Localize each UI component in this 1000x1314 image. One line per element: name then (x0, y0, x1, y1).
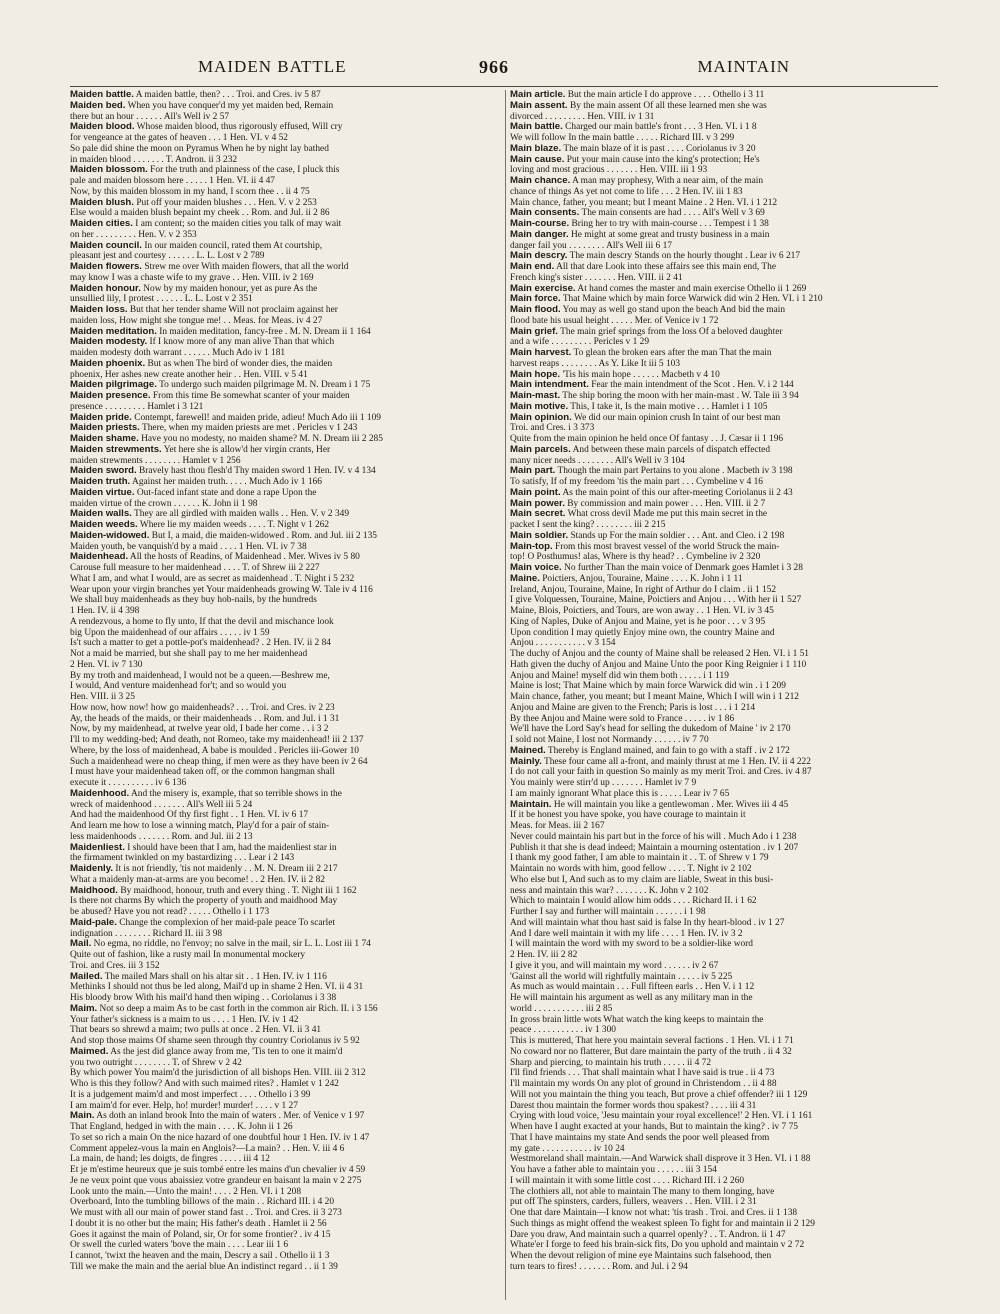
entry-line: Maiden youth, be vanquish'd by a maid . . . . 1 Hen. VI. iv 7 38 (70, 541, 307, 552)
headword: Main danger. (510, 228, 569, 240)
entry-line: Maiden council. In our maiden council, rated them At courtship, (70, 239, 323, 251)
entry-line: His bloody brow With his mail'd hand then wiping . . Coriolanus i 3 38 (70, 993, 337, 1003)
entry-line: Hen. VIII. ii 3 25 (70, 692, 135, 702)
entry-line: That bears so shrewd a maim; two pulls at once . 2 Hen. VI. ii 3 41 (70, 1025, 322, 1036)
headword: Maiden shame. (70, 433, 139, 444)
headword: Maiden-widowed. (70, 529, 150, 541)
headword: Maim. (70, 1002, 98, 1014)
entry-line: Not a maid be married, but she shall pay to me her maidenhead (70, 649, 308, 659)
entry-line: Main motive. This, I take it, Is the main motive . . . Hamlet i 1 105 (510, 400, 768, 412)
entry-line: A rendezvous, a home to fly unto, If that the devil and mischance look (70, 616, 334, 627)
headword: Maiden meditation. (70, 325, 157, 337)
entry-line: I sold not Maine, I lost not Normandy . . . . . . iv 7 70 (510, 735, 709, 745)
entry-line: Main-mast. The ship boring the moon with her main-mast . W. Tale iii 3 94 (510, 390, 799, 401)
entry-line: Main end. All that dare Look into these affairs see this main end, The (510, 261, 776, 272)
entry-line: Main flood. You may as well go stand upon the beach And bid the main (510, 304, 786, 315)
entry-line: You have a father able to maintain you . . . . . . iii 3 154 (510, 1165, 717, 1175)
headword: Main chance. (510, 175, 571, 186)
entry-line: I cannot, 'twixt the heaven and the main, Descry a sail . Othello ii 1 3 (70, 1251, 330, 1261)
entry-line: We must with all our main of power stand fast . . Troi. and Cres. ii 3 273 (70, 1208, 342, 1218)
entry-line: Et je m'estime heureux que je suis tombé entre les mains d'un chevalier iv 4 59 (70, 1165, 366, 1175)
headword: Mainly. (510, 755, 542, 767)
entry-line: Maidenhead. All the hosts of Readins, of Maidenhead . Mer. Wives iv 5 80 (70, 551, 360, 563)
headword: Mained. (510, 744, 546, 756)
entry-line: And learn me how to lose a winning match, Play'd for a pair of stain- (70, 821, 330, 831)
entry-line: Maiden blush. Put off your maiden blushes . . . Hen. V. v 2 253 (70, 196, 317, 208)
entry-line: You mainly were stirr'd up . . . . . . . Hamlet iv 7 9 (510, 778, 697, 788)
entry-line: peace . . . . . . . . . . . iv 1 300 (510, 1025, 616, 1036)
entry-line: unsullied lily, I protest . . . . . . L. L. Lost v 2 351 (70, 294, 253, 305)
entry-line: Main cause. Put your main cause into the king's protection; He's (510, 153, 760, 165)
entry-line: Troi. and Cres. iii 3 152 (70, 960, 160, 971)
entry-line: Maine is lost; That Maine which by main force Warwick did win . i 1 209 (510, 681, 786, 692)
headword: Maidenhead. (70, 551, 129, 563)
entry-line: Will not you maintain the thing you teach, But prove a chief offender? iii 1 129 (510, 1089, 808, 1100)
entry-line: Main grief. The main grief springs from the loss Of a beloved daughter (510, 325, 783, 337)
entry-line: Maiden honour. Now by my maiden honour, yet as pure As the (70, 282, 318, 294)
entry-line: Ireland, Anjou, Touraine, Maine, In right of Arthur do I claim . ii 1 152 (510, 584, 777, 595)
entry-line: Maiden virtue. Out-faced infant state and done a rape Upon the (70, 486, 317, 498)
entry-line: Main power. By commission and main power . . . Hen. VIII. ii 2 7 (510, 497, 766, 509)
entry-line: Maidenly. It is not friendly, 'tis not maidenly . . M. N. Dream iii 2 217 (70, 863, 338, 874)
headword: Main-mast. (510, 390, 561, 401)
entry-line: Maiden loss. But that her tender shame Will not proclaim against her (70, 304, 338, 315)
entry-line: And I dare well maintain it with my life . . . . 1 Hen. IV. iv 3 2 (510, 928, 743, 939)
entry-line: Methinks I should not thus be led along, Mail'd up in shame 2 Hen. VI. ii 4 31 (70, 982, 364, 993)
headword: Main parcels. (510, 443, 571, 455)
entry-line: divorced . . . . . . . . . Hen. VIII. iv 1 31 (510, 111, 655, 122)
entry-line: Main-course. Bring her to try with main-course . . . Tempest i 1 38 (510, 218, 769, 229)
entry-line: Maiden bed. When you have conquer'd my yet maiden bed, Remain (70, 99, 334, 111)
headword: Maid-pale. (70, 916, 117, 928)
entry-line: When have I aught exacted at your hands, But to maintain the king? . iv 7 75 (510, 1122, 798, 1132)
entry-line: I doubt it is no other but the main; His father's death . Hamlet ii 2 56 (70, 1218, 327, 1229)
entry-line: So pale did shine the moon on Pyramus When he by night lay bathed (70, 143, 329, 154)
entry-line: As much as would maintain . . . Full fifteen earls . . Hen V. i 1 12 (510, 982, 755, 993)
headword: Maiden weeds. (70, 519, 138, 530)
entry-line: my gate . . . . . . . . . . . iv 10 24 (510, 1143, 625, 1154)
entry-line: La main, de hand; les doigts, de fingres . . . . . iii 4 12 (70, 1154, 270, 1165)
headword: Maiden virtue. (70, 486, 135, 498)
headword: Maintain. (510, 798, 552, 810)
headword: Maiden phoenix. (70, 357, 146, 369)
entry-line: Now, by my maidenhead, at twelve year old, I bade her come . . i 3 2 (70, 724, 329, 735)
entry-line: maiden modesty doth warrant . . . . . . Much Ado iv 1 181 (70, 348, 286, 358)
entry-line: Maiden pride. Contempt, farewell! and maiden pride, adieu! Much Ado iii 1 109 (70, 411, 381, 423)
entry-line: Main point. As the main point of this our after-meeting Coriolanus ii 2 43 (510, 486, 793, 498)
entry-line: Maiden priests. There, when my maiden priests are met . Pericles v 1 243 (70, 422, 358, 434)
header-left-guideword: MAIDEN BATTLE (198, 57, 347, 76)
entry-line: I give it you, and will maintain my word . . . . . . iv 2 67 (510, 960, 719, 971)
entry-line: ness and maintain this war? . . . . . . . K. John v 2 102 (510, 885, 709, 896)
entry-line: Which to maintain I would allow him odds . . . . Richard II. i 1 62 (510, 896, 757, 907)
entry-line: This is muttered, That here you maintain several factions . 1 Hen. VI. i 1 71 (510, 1036, 794, 1046)
headword: Maiden pride. (70, 411, 132, 423)
headword: Maidenly. (70, 863, 114, 874)
entry-line: Such things as might offend the weakest spleen To fight for and maintain ii 2 129 (510, 1218, 815, 1229)
headword: Main force. (510, 293, 561, 305)
entry-line: We shall buy maidenheads as they buy hob-nails, by the hundreds (70, 595, 317, 606)
entry-line: top! O Posthumus! alas, Where is thy head? . . Cymbeline iv 2 320 (510, 552, 761, 563)
entry-line: How now, how now! how go maidenheads? . . . Troi. and Cres. iv 2 23 (70, 702, 335, 713)
entry-line: By thee Anjou and Maine were sold to France . . . . . iv 1 86 (510, 713, 735, 724)
entry-line: Westmoreland shall maintain.—And Warwick shall disprove it 3 Hen. VI. i 1 88 (510, 1154, 811, 1165)
left-column (70, 90, 502, 1305)
entry-line: Maiden presence. From this time Be somewhat scanter of your maiden (70, 390, 350, 401)
entry-line: Maiden strewments. Yet here she is allow'd her virgin crants, Her (70, 443, 331, 455)
entry-line: Main soldier. Stands up For the main soldier . . . Ant. and Cleo. i 2 198 (510, 529, 785, 541)
entry-line: By my troth and maidenhead, I would not be a queen.—Beshrew me, (70, 670, 330, 681)
headword: Main power. (510, 497, 565, 509)
entry-line: Main article. But the main article I do approve . . . . Othello i 3 11 (510, 90, 765, 100)
entry-line: presence . . . . . . . . . Hamlet i 3 121 (70, 401, 204, 412)
entry-line: Now, by this maiden blossom in my hand, I scorn thee . . ii 4 75 (70, 186, 310, 197)
entry-line: Maimed. As the jest did glance away from me, 'Tis ten to one it maim'd (70, 1045, 343, 1057)
entry-line: Maim. Not so deep a maim As to be cast forth in the common air Rich. II. i 3 156 (70, 1002, 378, 1014)
entry-line: flood bate his usual height . . . . . Mer. of Venice iv 1 72 (510, 315, 719, 326)
entry-line: Further I say and further will maintain . . . . . . i 1 98 (510, 907, 706, 917)
entry-line: phoenix, Her ashes new create another heir . . Hen. VIII. v 5 41 (70, 369, 308, 380)
entry-line: Maiden sword. Bravely hast thou flesh'd Thy maiden sword 1 Hen. IV. v 4 134 (70, 465, 376, 477)
headword: Main assent. (510, 99, 568, 111)
entry-line: Main force. That Maine which by main force Warwick did win 2 Hen. VI. i 1 210 (510, 293, 823, 305)
entry-line: By which power You maim'd the jurisdiction of all bishops Hen. VIII. iii 2 312 (70, 1068, 366, 1079)
entry-line: Quite from the main opinion he held once Of fantasy . . J. Cæsar ii 1 196 (510, 434, 784, 444)
entry-line: I will maintain it with some little cost . . . . Richard III. i 2 260 (510, 1175, 745, 1186)
entry-line: many nicer needs . . . . . . . . All's Well iv 3 104 (510, 455, 685, 466)
entry-line: Main exercise. At hand comes the master and main exercise Othello ii 1 269 (510, 282, 807, 294)
entry-line: Wear upon your virgin branches yet Your maidenheads growing W. Tale iv 4 116 (70, 584, 373, 595)
entry-line: To satisfy, If of my freedom 'tis the main part . . . Cymbeline v 4 16 (510, 477, 763, 487)
entry-line: Carouse full measure to her maidenhead . . . . T. of Shrew iii 2 227 (70, 563, 320, 573)
entry-line: Is there not charms By which the property of youth and maidhood May (70, 896, 338, 907)
headword: Main blaze. (510, 142, 562, 154)
entry-line: Sharp and piercing, to maintain his truth . . . . . ii 4 72 (510, 1057, 712, 1068)
entry-line: there but an hour . . . . . . All's Well iv 2 57 (70, 111, 230, 122)
entry-line: Maine. Poictiers, Anjou, Touraine, Maine . . . . K. John i 1 11 (510, 572, 743, 584)
headword: Maiden blossom. (70, 164, 148, 176)
entry-line: Overboard, Into the tumbling billows of the main . . Richard III. i 4 20 (70, 1197, 335, 1208)
entry-line: Maiden battle. A maiden battle, then? . . . Troi. and Cres. iv 5 87 (70, 90, 321, 100)
entry-line: Else would a maiden blush bepaint my cheek . . Rom. and Jul. ii 2 86 (70, 208, 330, 219)
headword: Maiden honour. (70, 282, 141, 294)
entry-line: That England, hedged in with the main . . . . K. John ii 1 26 (70, 1122, 293, 1132)
entry-line: Maiden-widowed. But I, a maid, die maiden-widowed . Rom. and Jul. iii 2 135 (70, 529, 377, 541)
entry-line: One that dare Maintain—I know not what: 'tis trash . Troi. and Cres. ii 1 138 (510, 1208, 798, 1218)
entry-line: What I am, and what I would, are as secret as maidenhead . T. Night i 5 232 (70, 573, 355, 584)
entry-line: Main-top. From this most bravest vessel of the world Struck the main- (510, 540, 780, 552)
headword: Mail. (70, 938, 92, 950)
entry-line: Crying with loud voice, 'Jesu maintain your royal excellence!' 2 Hen. VI. i 1 161 (510, 1111, 813, 1122)
entry-line: Main consents. The main consents are had . . . . All's Well v 3 69 (510, 207, 765, 219)
headword: Maiden cities. (70, 218, 133, 229)
entry-line: To set so rich a main On the nice hazard of one doubtful hour 1 Hen. IV. iv 1 47 (70, 1132, 370, 1143)
entry-line: When the devout religion of mine eye Maintains such falsehood, then (510, 1251, 772, 1261)
entry-line: Where, by the loss of maidenhead, A babe is moulded . Pericles iii-Gower 10 (70, 745, 359, 756)
header-rule (70, 86, 938, 87)
entry-line: I'll find friends . . . That shall maintain what I have said is true . ii 4 73 (510, 1068, 775, 1079)
running-header (60, 52, 940, 82)
entry-line: Main chance. A man may prophesy, With a near aim, of the main (510, 175, 764, 186)
entry-line: Main. As doth an inland brook Into the main of waters . Mer. of Venice v 1 97 (70, 1110, 365, 1122)
headword: Main opinion. (510, 411, 572, 423)
headword: Main-top. (510, 540, 553, 552)
entry-line: He will maintain his argument as well as any military man in the (510, 993, 753, 1003)
entry-line: And stop those maims Of shame seen through thy country Coriolanus iv 5 92 (70, 1036, 360, 1046)
column-divider (505, 90, 506, 1300)
entry-line: 2 Hen. IV. iii 2 82 (510, 950, 578, 960)
entry-line: Maintain. He will maintain you like a gentlewoman . Mer. Wives iii 4 45 (510, 798, 789, 810)
headword: Maiden bed. (70, 99, 126, 111)
entry-line: The clothiers all, not able to maintain The many to them longing, have (510, 1186, 775, 1197)
entry-line: Maiden weeds. Where lie my maiden weeds . . . . T. Night v 1 262 (70, 519, 330, 530)
headword: Maiden blood. (70, 121, 135, 133)
entry-line: Main parcels. And between these main parcels of dispatch effected (510, 443, 771, 455)
entry-line: Maiden walls. They are all girdled with maiden walls . . Hen. V. v 2 349 (70, 508, 350, 520)
entry-line: Till we make the main and the aerial blue An indistinct regard . . ii 1 39 (70, 1261, 338, 1272)
headword: Maiden pilgrimage. (70, 379, 157, 391)
entry-line: And had the maidenhood Of thy first fight . . 1 Hen. VI. iv 6 17 (70, 810, 309, 821)
entry-line: Main part. Though the main part Pertains to you alone . Macbeth iv 3 198 (510, 465, 793, 477)
entry-line: for vengeance at the gates of heaven . . . 1 Hen. VI. v 4 52 (70, 133, 288, 143)
entry-line: chance of things As yet not come to life . . . 2 Hen. IV. iii 1 83 (510, 186, 743, 197)
headword: Main exercise. (510, 282, 576, 294)
entry-line: Je ne veux point que vous abaissiez votre grandeur en baisant la main v 2 275 (70, 1175, 362, 1186)
headword: Main point. (510, 486, 561, 498)
entry-line: Main harvest. To glean the broken ears after the man That the main (510, 347, 772, 358)
headword: Maidenliest. (70, 841, 125, 853)
entry-line: Mainly. These four came all a-front, and mainly thrust at me 1 Hen. IV. ii 4 222 (510, 755, 811, 767)
entry-line: In gross brain little wots What watch the king keeps to maintain the (510, 1014, 764, 1025)
entry-line: I'll maintain my words On any plot of ground in Christendom . . ii 4 88 (510, 1079, 777, 1089)
entry-line: Main blaze. The main blaze of it is past . . . . Coriolanus iv 3 20 (510, 142, 756, 154)
entry-line: harvest reaps . . . . . . . . As Y. Like It iii 5 103 (510, 358, 681, 369)
entry-line: Maid-pale. Change the complexion of her maid-pale peace To scarlet (70, 916, 336, 928)
headword: Maine. (510, 572, 540, 584)
entry-line: The duchy of Anjou and the county of Maine shall be released 2 Hen. VI. i 1 51 (510, 649, 809, 659)
entry-line: Anjou and Maine! myself did win them both . . . . . i 1 119 (510, 670, 729, 681)
entry-line: I do not call your faith in question So mainly as my merit Troi. and Cres. iv 4 87 (510, 767, 812, 778)
entry-line: danger fail you . . . . . . . . All's Well iii 6 17 (510, 240, 672, 251)
entry-line: Maiden shame. Have you no modesty, no maiden shame? M. N. Dream iii 2 285 (70, 433, 383, 444)
entry-line: I will maintain the word with my sword to be a soldier-like word (510, 939, 753, 950)
entry-line: 'Gainst all the world will rightfully maintain . . . . . iv 5 225 (510, 971, 733, 982)
entry-line: King of Naples, Duke of Anjou and Maine, yet is he poor . . . v 3 95 (510, 616, 766, 627)
entry-line: Maiden meditation. In maiden meditation, fancy-free . M. N. Dream ii 1 164 (70, 325, 371, 337)
entry-line: pleasant jest and courtesy . . . . . . L. L. Lost v 2 789 (70, 251, 265, 262)
entry-line: Maidenhood. And the misery is, example, that so terrible shows in the (70, 787, 342, 799)
entry-line: wreck of maidenhood . . . . . . . All's Well iii 5 24 (70, 799, 253, 810)
entry-line: maiden virtue of the crown . . . . . . K. John ii 1 98 (70, 498, 258, 509)
entry-line: the firmament twinkled on my bastardizing . . . Lear i 2 143 (70, 853, 295, 864)
entry-line: Maiden blood. Whose maiden blood, thus rigorously effused, Will cry (70, 121, 343, 133)
entry-line: Meas. for Meas. iii 2 167 (510, 821, 605, 831)
headword: Maiden blush. (70, 196, 134, 208)
entry-line: Or swell the curled waters 'bove the main . . . . Lear iii 1 6 (70, 1240, 289, 1251)
entry-line: Main chance, father, you meant; but I meant Maine, Which I will win i 1 212 (510, 692, 799, 702)
entry-line: world . . . . . . . . . . . iii 2 85 (510, 1003, 613, 1014)
entry-line: Maidenliest. I should have been that I am, had the maidenliest star in (70, 841, 337, 853)
headword: Main grief. (510, 325, 558, 337)
headword: Main hope. (510, 368, 561, 380)
headword: Maiden walls. (70, 508, 132, 520)
right-column (510, 90, 942, 1305)
entry-line: I thank my good father, I am able to maintain it . . T. of Shrew v 1 79 (510, 853, 769, 864)
headword: Maiden council. (70, 239, 142, 251)
entry-line: If it be honest you have spoke, you have courage to maintain it (510, 810, 746, 821)
headword: Maiden flowers. (70, 261, 142, 272)
headword: Maidenhood. (70, 787, 130, 799)
page-number: 966 (479, 56, 509, 77)
entry-line: you two outright . . . . . . . . T. of Shrew v 2 42 (70, 1057, 242, 1068)
entry-line: packet I sent the king? . . . . . . . . iii 2 215 (510, 520, 666, 530)
headword: Main-course. (510, 218, 570, 229)
entry-line: put off The spinsters, carders, fullers, weavers . . Hen. VIII. i 2 31 (510, 1197, 757, 1208)
entry-line: We'll have the Lord Say's head for selling the dukedom of Maine ' iv 2 170 (510, 724, 791, 735)
entry-line: Main chance, father, you meant; but I meant Maine . 2 Hen. VI. i 1 212 (510, 197, 778, 208)
headword: Maiden strewments. (70, 443, 162, 455)
entry-line: Mail. No egma, no riddle, no l'envoy; no salve in the mail, sir L. L. Lost iii 1 74 (70, 938, 371, 950)
headword: Maiden modesty. (70, 336, 148, 348)
entry-line: It is a judgement maim'd and most imperfect . . . . Othello i 3 99 (70, 1089, 311, 1100)
headword: Main soldier. (510, 529, 569, 541)
entry-line: turn tears to fires! . . . . . . . Rom. and Jul. i 2 94 (510, 1261, 688, 1272)
entry-line: Who is this they follow? And with such maimed rites? . Hamlet v 1 242 (70, 1079, 339, 1089)
headword: Main consents. (510, 207, 580, 219)
entry-line: pale and maiden blossom here . . . . . 1 Hen. VI. ii 4 47 (70, 176, 275, 186)
entry-line: may know I was a chaste wife to my grave . . Hen. VIII. iv 2 169 (70, 272, 314, 283)
entry-line: big Upon the maidenhead of our affairs . . . . . iv 1 59 (70, 627, 270, 638)
entry-line: loving and most gracious . . . . . . . Hen. VIII. iii 1 93 (510, 165, 708, 176)
headword: Main descry. (510, 250, 568, 262)
entry-line: What a maidenly man-at-arms are you become! . . 2 Hen. IV. ii 2 82 (70, 874, 325, 885)
entry-line: Whate'er I forge to feed his brain-sick fits, Do you uphold and maintain v 2 72 (510, 1240, 805, 1251)
entry-line: Ay, the heads of the maids, or their maidenheads . . Rom. and Jul. i 1 31 (70, 713, 340, 724)
entry-line: French king's sister . . . . . . . Hen. VIII. ii 2 41 (510, 272, 683, 283)
entry-line: Main assent. By the main assent Of all these learned men she was (510, 99, 767, 111)
entry-line: maiden strewments . . . . . . . . Hamlet v 1 256 (70, 455, 241, 466)
headword: Main secret. (510, 508, 566, 520)
headword: Main flood. (510, 304, 561, 315)
entry-line: Maiden cities. I am content; so the maiden cities you talk of may wait (70, 218, 342, 229)
entry-line: on her . . . . . . . . . Hen. V. v 2 353 (70, 229, 197, 240)
entry-line: and a wife . . . . . . . . . Pericles v 1 29 (510, 337, 650, 348)
entry-line: less maidenhoods . . . . . . . Rom. and Jul. iii 2 13 (70, 831, 253, 842)
entry-line: in maiden blood . . . . . . . T. Andron. ii 3 232 (70, 154, 238, 165)
entry-line: I am maim'd for ever. Help, ho! murder! murder! . . . . v 1 27 (70, 1100, 298, 1111)
entry-line: I'll to my wedding-bed; And death, not Romeo, take my maidenhead! iii 2 137 (70, 735, 364, 745)
entry-line: We will follow In the main battle . . . . . Richard III. v 3 299 (510, 133, 735, 143)
entry-line: Who else but I, And such as to my claim are liable, Sweat in this busi- (510, 874, 774, 885)
entry-line: Main descry. The main descry Stands on the hourly thought . Lear iv 6 217 (510, 250, 801, 262)
headword: Main. (70, 1110, 95, 1122)
entry-line: Comment appelez-vous la main en Anglois?—La main? . . Hen. V. iii 4 6 (70, 1143, 345, 1154)
entry-line: I give Volquessen, Touraine, Maine, Poictiers and Anjou . . . With her ii 1 527 (510, 595, 802, 606)
entry-line: I would, And venture maidenhead for't; and so would you (70, 681, 287, 692)
entry-line: Maiden blossom. For the truth and plainness of the case, I pluck this (70, 164, 340, 176)
entry-line: No coward nor no flatterer, But dare maintain the party of the truth . ii 4 32 (510, 1046, 792, 1057)
entry-line: Hath given the duchy of Anjou and Maine Unto the poor King Reignier i 1 110 (510, 659, 807, 670)
entry-line: That I have maintains my state And sends the poor well pleased from (510, 1132, 770, 1143)
headword: Main motive. (510, 400, 569, 412)
entry-line: Main opinion. We did our main opinion crush In taint of our best man (510, 411, 781, 423)
entry-line: Darest thou maintain the former words thou spakest? . . . . iii 4 31 (510, 1100, 757, 1111)
entry-line: I must have your maidenhead taken off, or the common hangman shall (70, 767, 335, 778)
entry-line: Upon condition I may quietly Enjoy mine own, the country Maine and (510, 627, 775, 638)
entry-line: Maidhood. By maidhood, honour, truth and every thing . T. Night iii 1 162 (70, 884, 357, 896)
entry-line: Such a maidenhead were no cheap thing, if men were as they have been iv 2 64 (70, 756, 368, 767)
headword: Maimed. (70, 1045, 109, 1057)
entry-line: Publish it that she is dead indeed; Maintain a mourning ostentation . iv 1 207 (510, 842, 799, 853)
headword: Maidhood. (70, 884, 118, 896)
headword: Maiden sword. (70, 465, 137, 477)
headword: Main end. (510, 261, 555, 272)
entry-line: 2 Hen. VI. iv 7 130 (70, 659, 143, 670)
headword: Main harvest. (510, 347, 572, 358)
entry-line: Mained. Thereby is England mained, and fain to go with a staff . iv 2 172 (510, 744, 790, 756)
headword: Maiden battle. (70, 90, 134, 100)
headword: Maiden loss. (70, 304, 128, 315)
entry-line: maiden loss, How might she tongue me! . . Meas. for Meas. iv 4 27 (70, 315, 323, 326)
headword: Maiden presence. (70, 390, 151, 401)
headword: Main intendment. (510, 379, 589, 391)
entry-line: be abused? Have you not read? . . . . . Othello i 1 173 (70, 907, 270, 917)
header-right-guideword: MAINTAIN (697, 57, 791, 76)
entry-line: Maintain no words with him, good fellow . . . . T. Night iv 2 102 (510, 864, 752, 874)
entry-line: Maiden flowers. Strew me over With maiden flowers, that all the world (70, 261, 349, 272)
entry-line: Maiden pilgrimage. To undergo such maiden pilgrimage M. N. Dream i 1 75 (70, 379, 371, 391)
headword: Maiden priests. (70, 422, 140, 434)
headword: Mailed. (70, 970, 103, 982)
headword: Maiden truth. (70, 476, 131, 487)
entry-line: Anjou and Maine are given to the French; Paris is lost . . . i 1 214 (510, 702, 756, 713)
entry-line: Your father's sickness is a maim to us . . . . 1 Hen. IV. iv 1 42 (70, 1014, 299, 1025)
entry-line: Goes it against the main of Poland, sir, Or for some frontier? . iv 4 15 (70, 1229, 331, 1240)
entry-line: Main hope. 'Tis his main hope . . . . . . Macbeth v 4 10 (510, 368, 720, 380)
entry-line: Quite out of fashion, like a rusty mail In monumental mockery (70, 950, 306, 960)
entry-line: Main intendment. Fear the main intendment of the Scot . Hen. V. i 2 144 (510, 379, 794, 391)
entry-line: Anjou . . . . . . . . . . . v 3 154 (510, 638, 616, 649)
entry-line: Main secret. What cross devil Made me put this main secret in the (510, 508, 768, 520)
headword: Main cause. (510, 153, 565, 165)
entry-line: Maiden truth. Against her maiden truth. . . . . Much Ado iv 1 166 (70, 476, 322, 487)
headword: Main battle. (510, 121, 563, 133)
entry-line: Main battle. Charged our main battle's front . . . 3 Hen. VI. i 1 8 (510, 121, 757, 133)
entry-line: indignation . . . . . . . . Richard II. iii 3 98 (70, 928, 223, 939)
entry-line: execute it . . . . . . . . . . iv 6 136 (70, 778, 187, 788)
entry-line: Troi. and Cres. i 3 373 (510, 423, 595, 434)
entry-line: I am mainly ignorant What place this is . . . . . Lear iv 7 65 (510, 788, 730, 799)
headword: Main part. (510, 465, 556, 477)
entry-line: Dare you draw, And maintain such a quarrel openly? . . T. Andron. ii 1 47 (510, 1229, 786, 1240)
entry-line: Maiden phoenix. But as when The bird of wonder dies, the maiden (70, 357, 333, 369)
entry-line: Main danger. He might at some great and trusty business in a main (510, 228, 770, 240)
entry-line: Look unto the main.—Unto the main! . . . . 2 Hen. VI. i 1 208 (70, 1186, 302, 1197)
headword: Main article. (510, 90, 566, 100)
entry-line: Main voice. No further Than the main voice of Denmark goes Hamlet i 3 28 (510, 562, 803, 573)
entry-line: Mailed. The mailed Mars shall on his altar sit . . 1 Hen. IV. iv 1 116 (70, 970, 327, 982)
entry-line: 1 Hen. IV. ii 4 398 (70, 606, 140, 616)
entry-line: Maiden modesty. If I know more of any man alive Than that which (70, 336, 335, 348)
entry-line: Never could maintain his part but in the force of his will . Much Ado i 1 238 (510, 831, 797, 842)
entry-line: Is't such a matter to get a pottle-pot's maidenhead? . 2 Hen. IV. ii 2 84 (70, 638, 331, 649)
headword: Main voice. (510, 562, 562, 573)
entry-line: And will maintain what thou hast said is false In thy heart-blood . iv 1 27 (510, 917, 785, 928)
entry-line: Maine, Blois, Poictiers, and Tours, are won away . . 1 Hen. VI. iv 3 45 (510, 606, 774, 616)
